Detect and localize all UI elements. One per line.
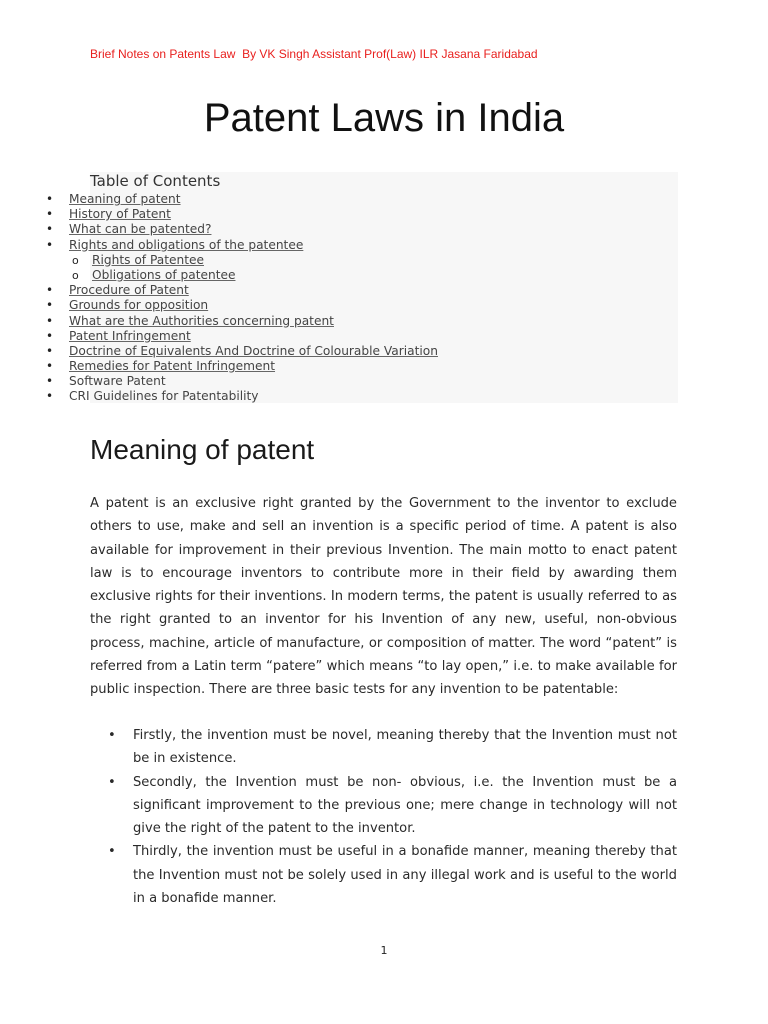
bullet-icon: • bbox=[46, 237, 54, 252]
bullet-icon: • bbox=[46, 343, 54, 358]
bullet-icon: • bbox=[46, 207, 54, 222]
bullet-icon: • bbox=[46, 313, 54, 328]
circle-bullet-icon: o bbox=[72, 268, 79, 282]
table-of-contents: Table of Contents • Meaning of patent • History of Patent • What can be patented? • Rights and obligations of the patentee o Rights of Patentee o Obligations of patentee • Procedure of Patent • Grounds for opposition • What are the Authorities concerning patent • Patent Infringement • Doctrine of Equivalents And Doctrine of Colourable Variation • Remedies for Patent Infringement • Software Patent • CRI Guidelines for Patentability bbox=[90, 172, 678, 403]
bullet-icon: • bbox=[108, 844, 116, 860]
bullet-icon: • bbox=[46, 328, 54, 343]
bullet-icon: • bbox=[46, 283, 54, 298]
page-number: 1 bbox=[380, 944, 388, 957]
toc-heading: Table of Contents bbox=[90, 172, 221, 190]
list-item: • Thirdly, the invention must be useful in a bonafide manner, meaning thereby that the Invention must not be solely used in any illegal work and is useful to the world in a bonafide manner. bbox=[90, 840, 677, 910]
bullet-icon: • bbox=[46, 359, 54, 374]
section-heading: Meaning of patent bbox=[90, 434, 315, 465]
body-paragraph: A patent is an exclusive right granted by the Government to the inventor to exclude others to use, make and sell an invention is a specific period of time. A patent is also available for improvement in their previous Invention. The main motto to enact patent law is to encourage inventors to contribute more in their field by awarding them exclusive rights for their inventions. In modern terms, the patent is usually referred to as the right granted to an inventor for his Invention of any new, useful, non-obvious process, machine, article of manufacture, or composition of matter. The word “patent” is referred from a Latin term “patere” which means “to lay open,” i.e. to make available for public inspection. There are three basic tests for any invention to be patentable: bbox=[90, 496, 677, 698]
bullet-icon: • bbox=[46, 389, 54, 404]
list-item: • Secondly, the Invention must be non- obvious, i.e. the Invention must be a significant improvement to the previous one; mere change in technology will not give the right of the patent to the inventor. bbox=[90, 771, 677, 841]
header-note: Brief Notes on Patents Law By VK Singh Assistant Prof(Law) ILR Jasana Faridabad bbox=[90, 47, 538, 61]
bullet-icon: • bbox=[46, 222, 54, 237]
bullet-icon: • bbox=[46, 374, 54, 389]
patentability-tests-list bbox=[90, 724, 677, 910]
list-item: • Firstly, the invention must be novel, meaning thereby that the Invention must not be in existence. bbox=[90, 724, 677, 771]
bullet-icon: • bbox=[108, 728, 116, 743]
document-title: Patent Laws in India bbox=[203, 96, 565, 140]
bullet-icon: • bbox=[46, 298, 54, 313]
bullet-icon: • bbox=[108, 774, 116, 790]
circle-bullet-icon: o bbox=[72, 253, 79, 267]
bullet-icon: • bbox=[46, 192, 54, 206]
